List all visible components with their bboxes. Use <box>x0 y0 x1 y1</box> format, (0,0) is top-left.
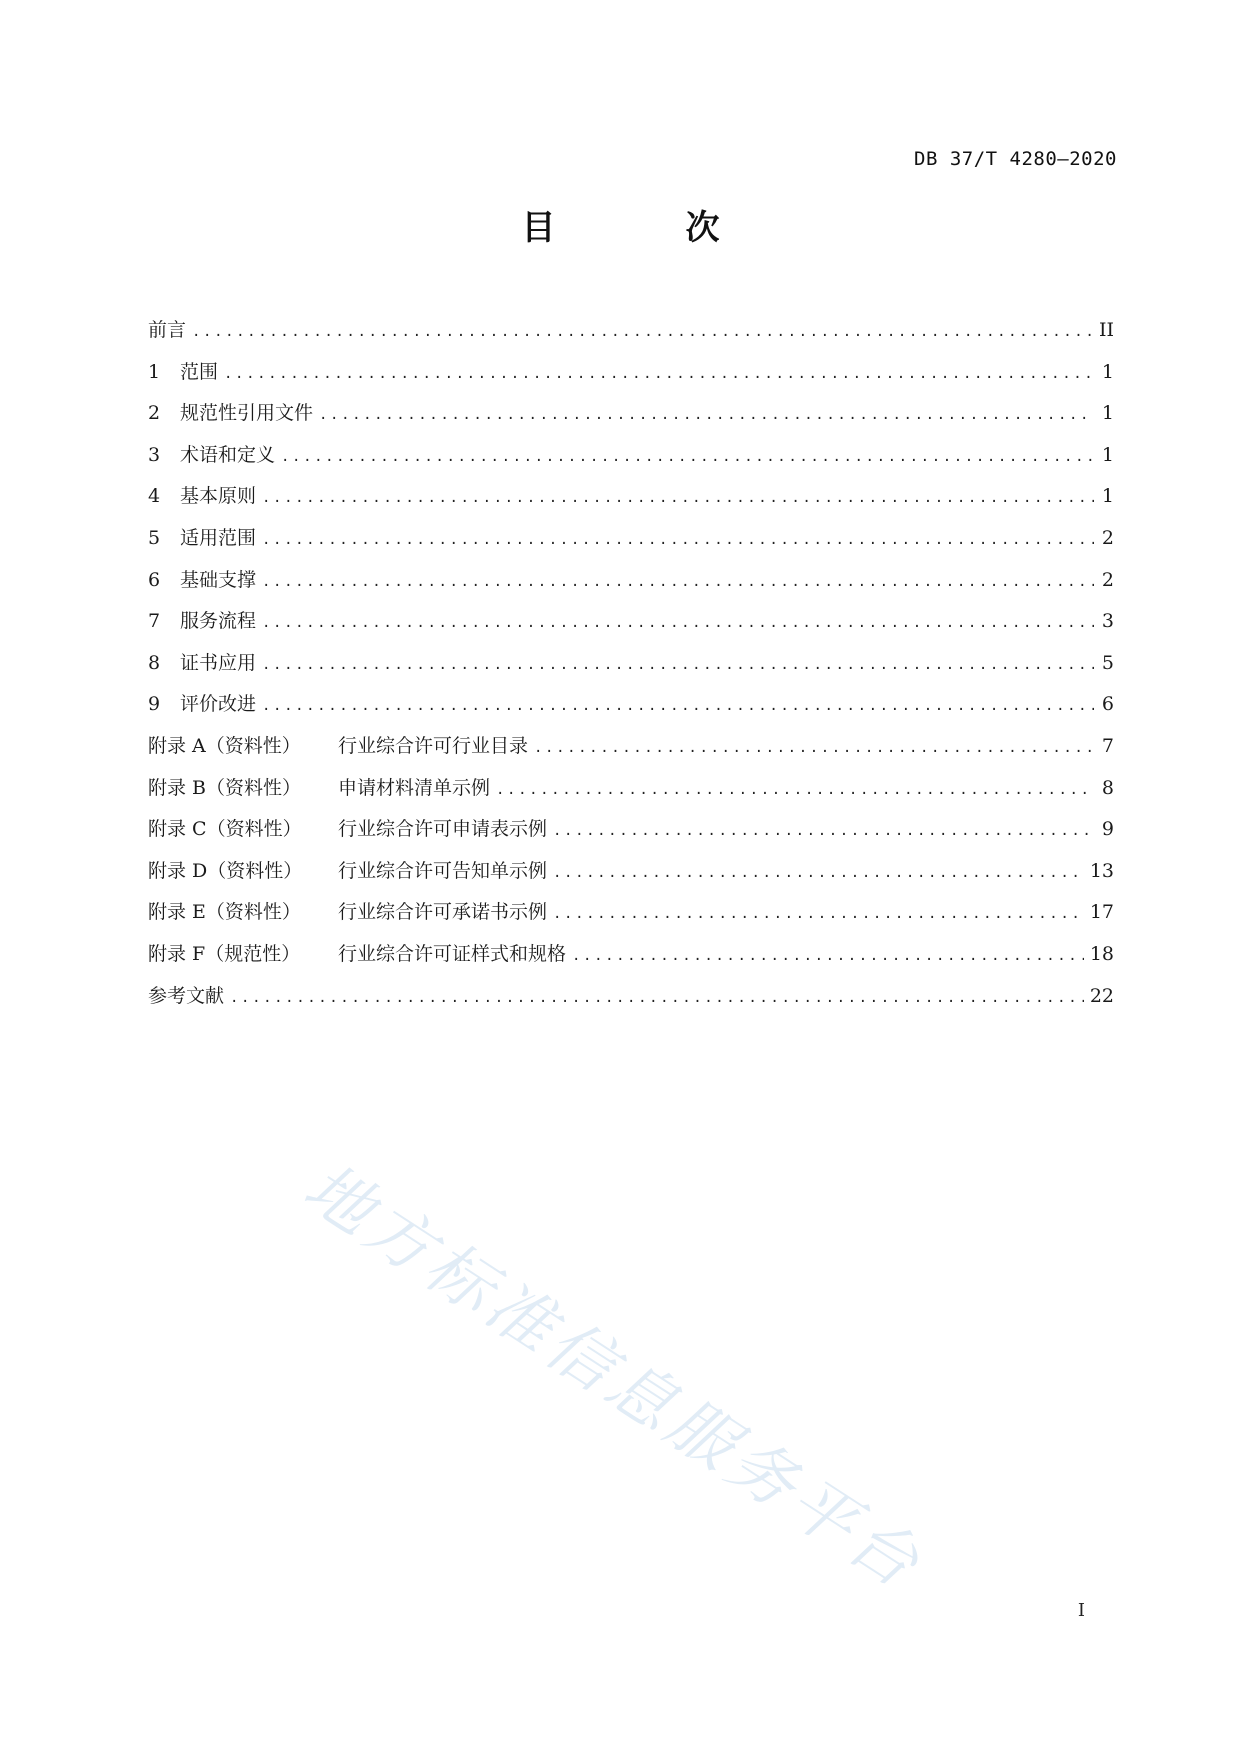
toc-leader-dots <box>262 611 1094 635</box>
toc-entry-label: 行业综合许可证样式和规格 <box>338 942 567 965</box>
toc-leader-dots <box>230 986 1084 1010</box>
toc-entry-annex: 附录 C（资料性） <box>148 818 302 841</box>
toc-leader-dots <box>553 819 1094 843</box>
toc-leader-dots <box>534 736 1094 760</box>
toc-leader-dots <box>262 528 1094 552</box>
toc-entry-number: 3 <box>148 443 161 466</box>
toc-leader-dots <box>192 320 1093 344</box>
toc-entry-page: 2 <box>1101 526 1114 549</box>
toc-entry-annex: 附录 B（资料性） <box>148 776 302 799</box>
toc-entry-number: 1 <box>148 360 161 383</box>
toc-entry-page: 2 <box>1101 568 1114 591</box>
toc-entry-label: 基本原则 <box>180 485 257 508</box>
toc-entry[interactable] <box>148 817 1114 859</box>
toc-entry-page: 7 <box>1101 734 1114 757</box>
toc-entry-page: 1 <box>1101 360 1114 383</box>
toc-entry[interactable] <box>148 526 1114 568</box>
toc-entry[interactable] <box>148 776 1114 818</box>
toc-entry-annex: 附录 F（规范性） <box>148 942 301 965</box>
toc-entry-page: 3 <box>1101 610 1114 633</box>
toc-entry-label: 术语和定义 <box>180 443 276 466</box>
page-title: 目 次 <box>521 208 768 248</box>
toc-leader-dots <box>262 694 1094 718</box>
toc-entry[interactable] <box>148 443 1114 485</box>
toc-entry-label: 规范性引用文件 <box>180 402 314 425</box>
document-code: DB 37/T 4280—2020 <box>914 148 1117 170</box>
toc-entry[interactable] <box>148 984 1114 1026</box>
toc-entry[interactable] <box>148 401 1114 443</box>
toc-leader-dots <box>572 944 1084 968</box>
toc-entry-label: 范围 <box>180 360 219 383</box>
toc-entry[interactable] <box>148 942 1114 984</box>
toc-entry-label: 适用范围 <box>180 526 257 549</box>
toc-entry-number: 4 <box>148 485 161 508</box>
toc-entry-label: 评价改进 <box>180 693 257 716</box>
toc-leader-dots <box>224 362 1094 386</box>
toc-entry-label: 参考文献 <box>148 984 225 1007</box>
toc-leader-dots <box>319 403 1094 427</box>
toc-entry-number: 6 <box>148 568 161 591</box>
page-number: I <box>1077 1600 1085 1621</box>
toc-entry-annex: 附录 E（资料性） <box>148 901 301 924</box>
toc-entry-page: 8 <box>1101 776 1114 799</box>
toc-entry-page: 13 <box>1089 859 1114 882</box>
toc-entry[interactable] <box>148 609 1114 651</box>
toc-entry[interactable] <box>148 900 1114 942</box>
toc-entry-page: 1 <box>1101 485 1114 508</box>
toc-entry-number: 7 <box>148 610 161 633</box>
toc-entry-label: 行业综合许可承诺书示例 <box>338 901 548 924</box>
toc-entry-number: 9 <box>148 693 161 716</box>
toc-entry-page: 18 <box>1089 942 1114 965</box>
toc-entry-page: 5 <box>1101 651 1114 674</box>
toc-entry[interactable] <box>148 734 1114 776</box>
toc-leader-dots <box>262 486 1094 510</box>
toc-entry-number: 2 <box>148 402 161 425</box>
toc-entry-label: 证书应用 <box>180 651 257 674</box>
toc-entry-number: 8 <box>148 651 161 674</box>
toc-entry-page: 1 <box>1101 443 1114 466</box>
toc-entry-label: 行业综合许可行业目录 <box>338 734 529 757</box>
toc-entry[interactable] <box>148 360 1114 402</box>
toc-entry-page: II <box>1098 319 1114 341</box>
toc-leader-dots <box>262 570 1094 594</box>
watermark: 地方标准信息服务平台 <box>290 1148 937 1605</box>
toc-entry[interactable] <box>148 318 1114 360</box>
toc-entry-label: 行业综合许可申请表示例 <box>338 818 548 841</box>
toc-entry[interactable] <box>148 568 1114 610</box>
toc-entry[interactable] <box>148 651 1114 693</box>
toc-entry-annex: 附录 D（资料性） <box>148 859 303 882</box>
toc-entry-page: 1 <box>1101 402 1114 425</box>
toc-entry-annex: 附录 A（资料性） <box>148 734 301 757</box>
toc-entry-label: 基础支撑 <box>180 568 257 591</box>
toc-entry-label: 行业综合许可告知单示例 <box>338 859 548 882</box>
toc-leader-dots <box>553 902 1084 926</box>
toc-entry-label: 服务流程 <box>180 610 257 633</box>
toc-entry[interactable] <box>148 484 1114 526</box>
toc-entry[interactable] <box>148 859 1114 901</box>
toc-leader-dots <box>262 653 1094 677</box>
toc-entry-label: 前言 <box>148 319 187 341</box>
toc-leader-dots <box>496 778 1094 802</box>
toc-entry-page: 6 <box>1101 693 1114 716</box>
toc-entry[interactable] <box>148 692 1114 734</box>
table-of-contents <box>148 318 1114 1025</box>
toc-entry-page: 17 <box>1089 901 1114 924</box>
toc-leader-dots <box>281 445 1094 469</box>
toc-entry-number: 5 <box>148 526 161 549</box>
toc-entry-label: 申请材料清单示例 <box>338 776 491 799</box>
toc-entry-page: 9 <box>1101 818 1114 841</box>
toc-leader-dots <box>553 861 1084 885</box>
toc-entry-page: 22 <box>1089 984 1114 1007</box>
